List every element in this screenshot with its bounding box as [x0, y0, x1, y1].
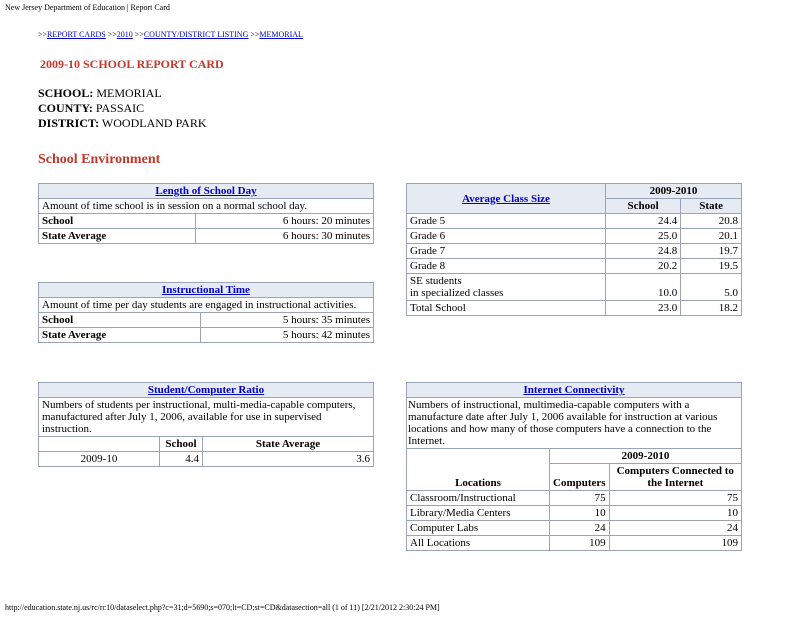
- breadcrumb: >>REPORT CARDS >>2010 >>COUNTY/DISTRICT LISTING >>MEMORIAL: [38, 30, 303, 39]
- section-title: School Environment: [38, 152, 161, 167]
- row-label: Grade 6: [407, 229, 606, 244]
- breadcrumb-memorial[interactable]: MEMORIAL: [259, 30, 303, 39]
- row-label: Total School: [407, 301, 606, 316]
- row-label: Grade 5: [407, 214, 606, 229]
- school-ratio: 4.4: [160, 452, 203, 467]
- row-value: 6 hours: 20 minutes: [196, 214, 374, 229]
- col-computers: Computers: [550, 464, 610, 491]
- length-of-day-link[interactable]: Length of School Day: [155, 185, 257, 197]
- row-label: State Average: [39, 229, 196, 244]
- footer-url: http://education.state.nj.us/rc/rc10/dataselect.php?c=31;d=5690;s=070;lt=CD;st=CD&datasection=all (1 of 11) [2/21/2012 2:30:24 PM]: [5, 603, 440, 612]
- window-title: New Jersey Department of Education | Report Card: [5, 3, 170, 12]
- breadcrumb-county-district[interactable]: COUNTY/DISTRICT LISTING: [143, 30, 249, 39]
- internet-year: 2009-2010: [550, 449, 742, 464]
- row-label: All Locations: [407, 536, 550, 551]
- row-value: 5 hours: 35 minutes: [201, 313, 374, 328]
- class-size-year: 2009-2010: [606, 184, 742, 199]
- class-size-table: Average Class Size 2009-2010 School State Grade 5 24.4 20.8 Grade 6 25.0 20.1 Grade 7 24.8 19.7 Grade 8 20.2 19.5 SE students in specialized classes 10.0 5.0 Total School 23.0 18.2: [406, 183, 742, 316]
- row-label: Grade 7: [407, 244, 606, 259]
- internet-link[interactable]: Internet Connectivity: [523, 384, 625, 396]
- student-computer-link[interactable]: Student/Computer Ratio: [147, 384, 265, 396]
- report-title: 2009-10 SCHOOL REPORT CARD: [40, 57, 224, 71]
- length-of-day-table: [38, 183, 374, 244]
- col-state: State: [681, 199, 742, 214]
- breadcrumb-2010[interactable]: 2010: [116, 30, 133, 39]
- student-computer-table: [38, 382, 374, 467]
- class-size-link[interactable]: Average Class Size: [462, 192, 550, 205]
- instructional-time-table: [38, 282, 374, 343]
- row-value: 5 hours: 42 minutes: [201, 328, 374, 343]
- state-ratio: 3.6: [203, 452, 374, 467]
- row-label: Computer Labs: [407, 521, 550, 536]
- row-value: 6 hours: 30 minutes: [196, 229, 374, 244]
- row-label: School: [39, 313, 201, 328]
- col-school: School: [606, 199, 681, 214]
- col-state: State Average: [203, 437, 374, 452]
- school-info: SCHOOL: MEMORIAL COUNTY: PASSAIC DISTRICT: WOODLAND PARK: [38, 86, 207, 130]
- col-connected: Computers Connected to the Internet: [609, 464, 741, 491]
- school-name: MEMORIAL: [96, 86, 162, 100]
- breadcrumb-report-cards[interactable]: REPORT CARDS: [47, 30, 106, 39]
- length-of-day-description: Amount of time school is in session on a normal school day.: [39, 199, 374, 214]
- row-label: State Average: [39, 328, 201, 343]
- internet-description: Numbers of instructional, multimedia-capable computers with a manufacture date after July 1, 2006 available for instruction at various locations and how many of those computers have a connection to the Internet.: [407, 398, 742, 449]
- row-label: Grade 8: [407, 259, 606, 274]
- instructional-time-description: Amount of time per day students are engaged in instructional activities.: [39, 298, 374, 313]
- row-label: Classroom/Instructional: [407, 491, 550, 506]
- district-name: WOODLAND PARK: [101, 116, 207, 130]
- instructional-time-link[interactable]: Instructional Time: [162, 284, 250, 296]
- col-locations: Locations: [407, 449, 550, 491]
- row-year: 2009-10: [39, 452, 160, 467]
- row-label: Library/Media Centers: [407, 506, 550, 521]
- student-computer-description: Numbers of students per instructional, multi-media-capable computers, manufactured after July 1, 2006, available for use in supervised instruction.: [39, 398, 374, 437]
- row-label: SE students in specialized classes: [407, 274, 606, 301]
- county-name: PASSAIC: [95, 101, 145, 115]
- row-label: School: [39, 214, 196, 229]
- internet-table: Internet Connectivity Numbers of instructional, multimedia-capable computers with a manufacture date after July 1, 2006 available for instruction at various locations and how many of those computers have a connection to the Internet. Locations 2009-2010 Computers Computers Connected to the Internet Classroom/Instructional 75 75 Library/Media Centers 10 10 Computer Labs 24 24 All Locations 109 109: [406, 382, 742, 551]
- col-school: School: [160, 437, 203, 452]
